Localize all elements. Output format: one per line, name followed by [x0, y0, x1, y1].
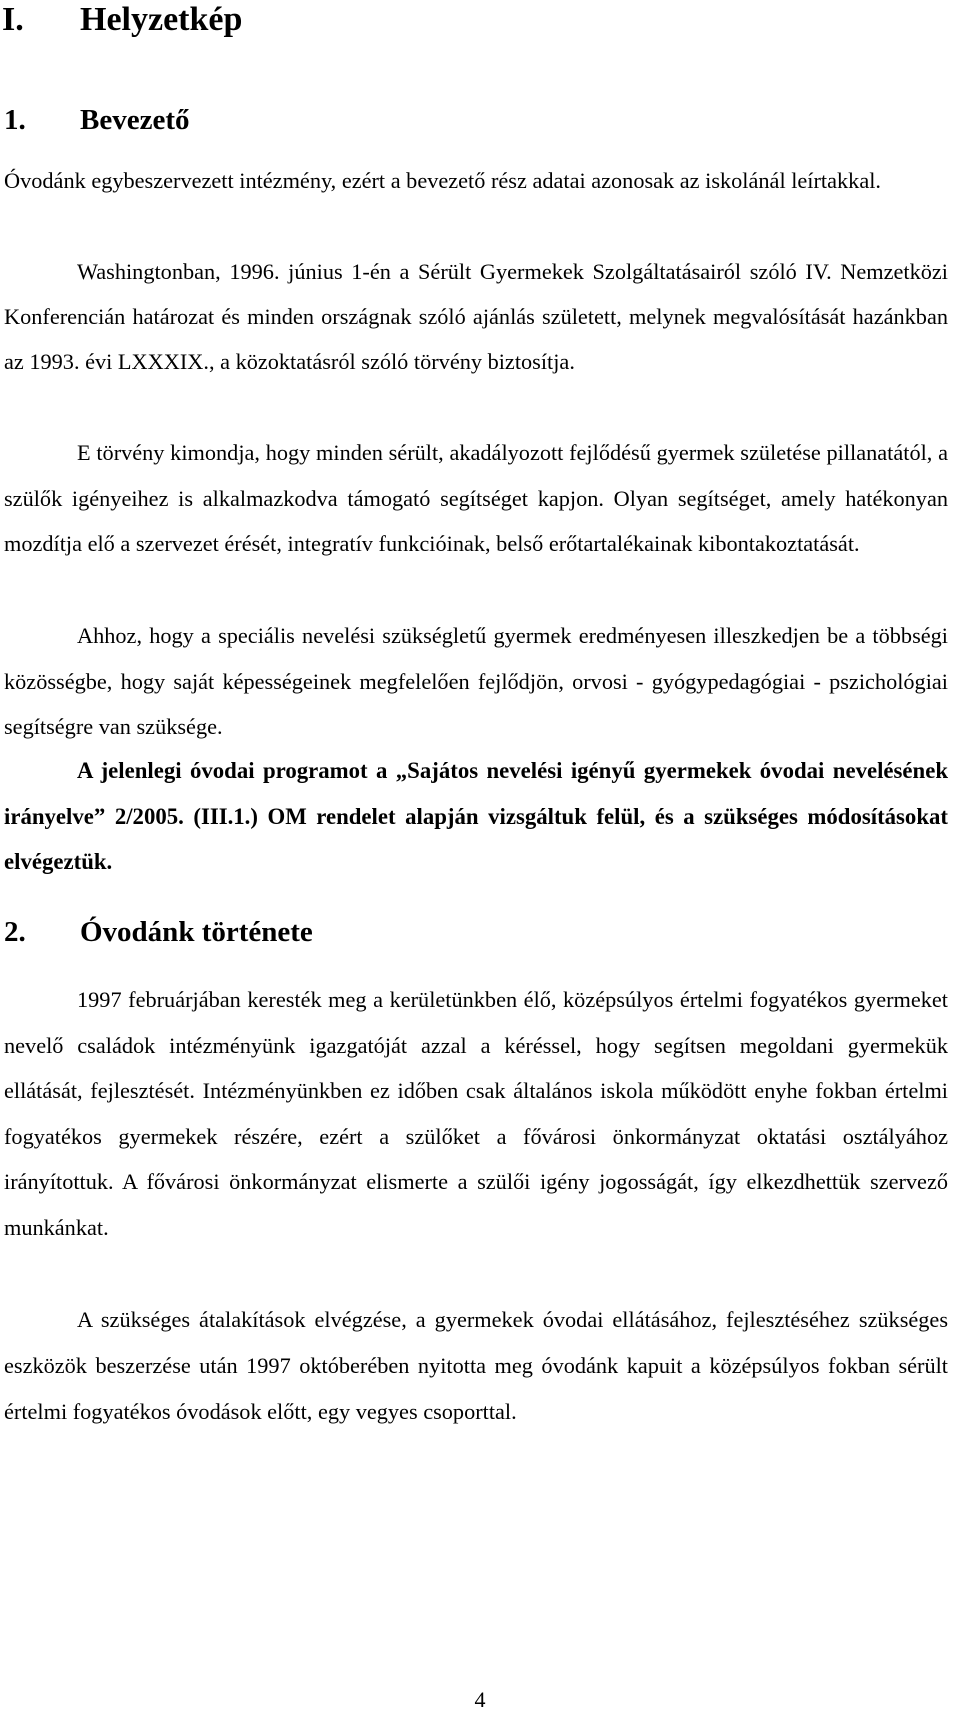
page-number: 4	[474, 1687, 486, 1712]
paragraph: E törvény kimondja, hogy minden sérült, akadályozott fejlődésű gyermek születése pillanatától, a szülők igényeihez is alkalmazkodva támogató segítséget kapjon. Olyan segítséget, amely hatékonyan mozdítja elő a szervezet érését, integratív funkcióinak, belső erőtartalékainak kibontakoztatását.	[4, 440, 948, 556]
paragraph: A szükséges átalakítások elvégzése, a gyermekek óvodai ellátásához, fejlesztéséhez szükséges eszközök beszerzése után 1997 októberében nyitotta meg óvodánk kapuit a középsúlyos fokban sérült értelmi fogyatékos óvodások előtt, egy vegyes csoporttal.	[4, 1307, 948, 1424]
paragraph: Óvodánk egybeszervezett intézmény, ezért a bevezető rész adatai azonosak az iskolánál leírtakkal.	[4, 168, 881, 193]
chapter-heading	[2, 0, 242, 40]
section-title: Bevezető	[80, 104, 190, 136]
section-title: Óvodánk története	[80, 916, 313, 948]
bold-paragraph: A jelenlegi óvodai programot a „Sajátos nevelési igényű gyermekek óvodai nevelésének irányelve” 2/2005. (III.1.) OM rendelet alapján vizsgáltuk felül, és a szükséges módosításokat elvégeztük.	[4, 758, 948, 874]
section-heading-introduction	[4, 102, 190, 138]
section-number: 1.	[4, 104, 26, 136]
paragraph: Washingtonban, 1996. június 1-én a Sérült Gyermekek Szolgáltatásairól szóló IV. Nemzetközi Konferencián határozat és minden országnak szóló ajánlás született, melynek megvalósítását hazánkban az 1993. évi LXXXIX., a közoktatásról szóló törvény biztosítja.	[4, 259, 948, 374]
section-number: 2.	[4, 916, 26, 948]
section-heading-history	[4, 914, 313, 950]
chapter-number: I.	[2, 1, 24, 38]
chapter-title: Helyzetkép	[80, 1, 243, 38]
paragraph: 1997 februárjában keresték meg a kerületünkben élő, középsúlyos értelmi fogyatékos gyermeket nevelő családok intézményünk igazgatóját azzal a kéréssel, hogy segítsen megoldani gyermekük ellátását, fejlesztését. Intézményünkben ez időben csak általános iskola működött enyhe fokban értelmi fogyatékos gyermekek részére, ezért a szülőket a fővárosi önkormányzat oktatási osztályához irányítottuk. A fővárosi önkormányzat elismerte a szülői igény jogosságát, így elkezdhettük szervező munkánkat.	[4, 987, 948, 1240]
paragraph: Ahhoz, hogy a speciális nevelési szükségletű gyermek eredményesen illeszkedjen be a többségi közösségbe, hogy saját képességeinek megfelelően fejlődjön, orvosi - gyógypedagógiai - pszichológiai segítségre van szüksége.	[4, 623, 948, 739]
